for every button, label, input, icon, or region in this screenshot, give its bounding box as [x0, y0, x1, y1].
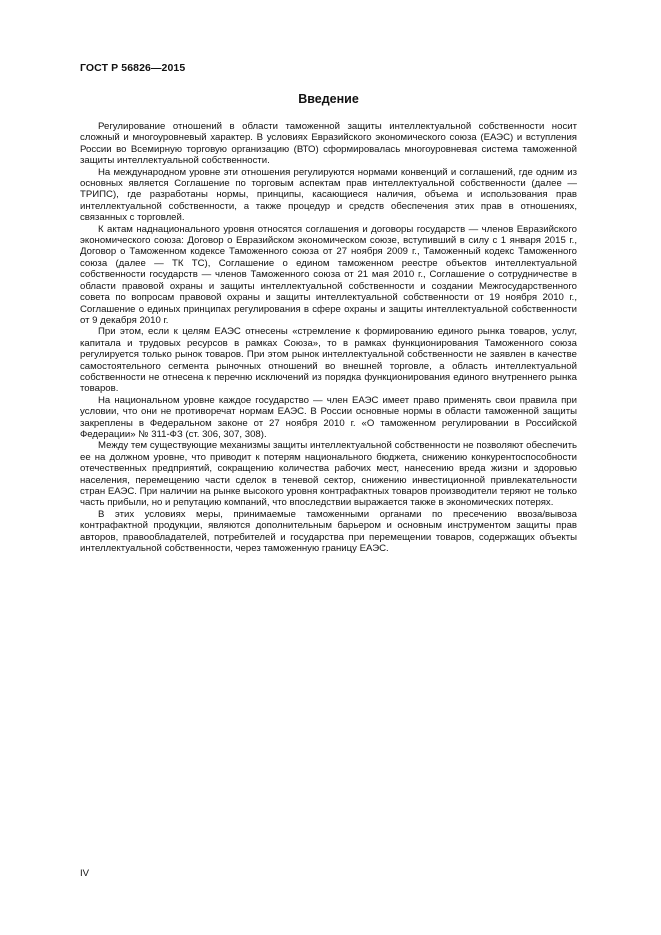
body-text — [80, 121, 577, 554]
paragraph: При этом, если к целям ЕАЭС отнесены «стремление к формированию единого рынка товаров, услуг, капитала и трудовых ресурсов в рамках Союза», то в рамках функционирования Таможенного союза регулируется только рынок товаров. При этом рынок интеллектуальной собственности не заявлен в качестве самостоятельного сегмента рыночных отношений во внешней торговле, а область интеллектуальной собственности не отнесена к перечню исключений из порядка функционирования единого внутреннего рынка товаров. — [80, 326, 577, 395]
paragraph: Регулирование отношений в области таможенной защиты интеллектуальной собственности носит сложный и многоуровневый характер. В условиях Евразийского экономического союза (ЕАЭС) и вступления России во Всемирную торговую организацию (ВТО) сформировалась многоуровневая система таможенной защиты интеллектуальной собственности. — [80, 121, 577, 167]
paragraph: На национальном уровне каждое государство — член ЕАЭС имеет право применять свои правила при условии, что они не противоречат нормам ЕАЭС. В России основные нормы в области таможенной защиты закреплены в Федеральном законе от 27 ноября 2010 г. «О таможенном регулировании в Российской Федерации» № 311-ФЗ (ст. 306, 307, 308). — [80, 394, 577, 440]
page-number: IV — [80, 868, 90, 879]
paragraph: К актам наднационального уровня относятся соглашения и договоры государств — членов Евразийского экономического союза: Договор о Евразийском экономическом союзе, вступивший в силу с 1 января 2015 г., Договор о Таможенном кодексе Таможенного союза от 27 ноября 2009 г., Таможенный кодекс Таможенного союза (далее — ТК ТС), Соглашение о едином таможенном реестре объектов интеллектуальной собственности государств — членов Таможенного союза от 21 мая 2010 г., Соглашение о сотрудничестве в области правовой охраны и защиты интеллектуальной собственности и создании Межгосударственного совета по вопросам правовой охраны и защиты интеллектуальной собственности от 19 ноября 2010 г., Соглашение о единых принципах регулирования в сфере охраны и защиты интеллектуальной собственности от 9 декабря 2010 г. — [80, 223, 577, 326]
document-code: ГОСТ Р 56826—2015 — [80, 62, 186, 74]
paragraph: На международном уровне эти отношения регулируются нормами конвенций и соглашений, где одним из основных является Соглашение по торговым аспектам прав интеллектуальной собственности (далее — ТРИПС), где разработаны нормы, принципы, касающиеся наличия, объема и использования прав интеллектуальной собственности, а также процедур и средств обеспечения этих прав в отношениях, связанных с торговлей. — [80, 166, 577, 224]
paragraph: Между тем существующие механизмы защиты интеллектуальной собственности не позволяют обеспечить ее на должном уровне, что приводит к потерям национального бюджета, снижению конкурентоспособности отечественных предприятий, сокращению количества рабочих мест, нанесению вреда жизни и здоровью населения, перемещению части сделок в теневой сектор, снижению инвестиционной привлекательности стран ЕАЭС. При наличии на рынке высокого уровня контрафактных товаров производители теряют не только часть прибыли, но и репутацию компаний, что впоследствии выражается также в экономических потерях. — [80, 440, 577, 509]
paragraph: В этих условиях меры, принимаемые таможенными органами по пресечению ввоза/вывоза контрафактной продукции, являются дополнительным барьером и основным инструментом защиты прав авторов, правообладателей, потребителей и государства при перемещении товаров, содержащих объекты интеллектуальной собственности, через таможенную границу ЕАЭС. — [80, 508, 577, 555]
section-title: Введение — [298, 92, 359, 106]
